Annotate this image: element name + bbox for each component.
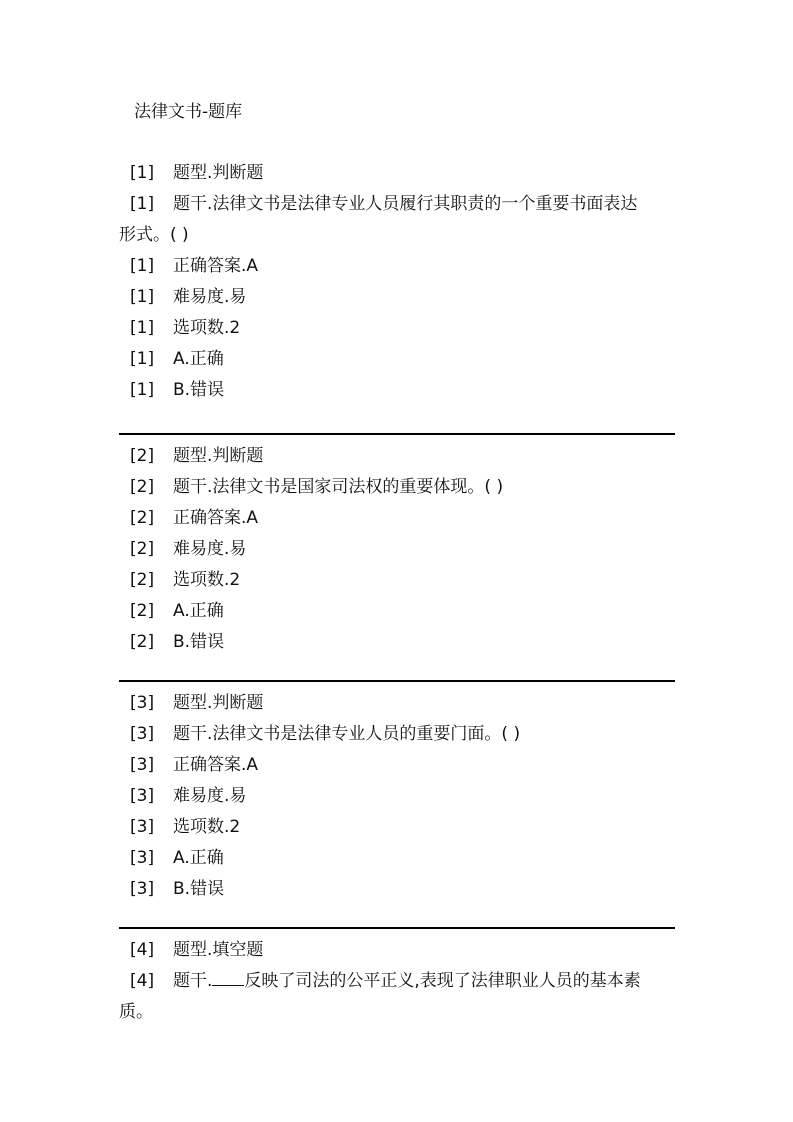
option-b: [2] B.错误: [119, 627, 675, 658]
question-number: [3]: [130, 817, 155, 837]
difficulty: [3] 难易度.易: [119, 781, 675, 812]
question-number: [2]: [130, 446, 155, 466]
option-b: [1] B.错误: [119, 375, 675, 406]
question-stem: [3] 题干.法律文书是法律专业人员的重要门面。( ): [119, 719, 675, 750]
question-number: [2]: [130, 570, 155, 590]
option-a: [3] A.正确: [119, 843, 675, 874]
option-count: [2] 选项数.2: [119, 565, 675, 596]
question-number: [3]: [130, 724, 155, 744]
question-number: [1]: [130, 287, 155, 307]
question-stem-continued: 形式。( ): [119, 225, 189, 245]
question-number: [4]: [130, 971, 155, 991]
question-number: [3]: [130, 786, 155, 806]
question-number: [2]: [130, 539, 155, 559]
question-3: [119, 680, 675, 905]
question-stem: [2] 题干.法律文书是国家司法权的重要体现。( ): [119, 472, 675, 503]
question-type: [2] 题型.判断题: [119, 441, 675, 472]
question-number: [1]: [130, 194, 155, 214]
option-b: [3] B.错误: [119, 874, 675, 905]
question-stem: [1] 题干.法律文书是法律专业人员履行其职责的一个重要书面表达: [119, 189, 675, 220]
question-type: [1] 题型.判断题: [119, 158, 675, 189]
question-number: [3]: [130, 879, 155, 899]
question-number: [3]: [130, 848, 155, 868]
question-4: [119, 927, 675, 1028]
question-number: [1]: [130, 318, 155, 338]
question-number: [1]: [130, 256, 155, 276]
option-a: [1] A.正确: [119, 344, 675, 375]
question-number: [2]: [130, 601, 155, 621]
question-number: [1]: [130, 349, 155, 369]
question-number: [2]: [130, 508, 155, 528]
question-type: [4] 题型.填空题: [119, 935, 675, 966]
fill-in-blank: [212, 967, 244, 986]
question-number: [1]: [130, 163, 155, 183]
question-stem-continued: 质。: [119, 1002, 153, 1022]
option-count: [1] 选项数.2: [119, 313, 675, 344]
question-number: [4]: [130, 940, 155, 960]
question-type: [3] 题型.判断题: [119, 688, 675, 719]
option-a: [2] A.正确: [119, 596, 675, 627]
correct-answer: [2] 正确答案.A: [119, 503, 675, 534]
question-2: [119, 433, 675, 658]
question-stem: [4] 题干. 反映了司法的公平正义,表现了法律职业人员的基本素: [119, 966, 675, 997]
correct-answer: [3] 正确答案.A: [119, 750, 675, 781]
question-number: [3]: [130, 755, 155, 775]
difficulty: [1] 难易度.易: [119, 282, 675, 313]
document-title: 法律文书-题库: [134, 102, 243, 122]
question-number: [1]: [130, 380, 155, 400]
question-number: [2]: [130, 477, 155, 497]
correct-answer: [1] 正确答案.A: [119, 251, 675, 282]
difficulty: [2] 难易度.易: [119, 534, 675, 565]
question-number: [2]: [130, 632, 155, 652]
question-1: [119, 158, 675, 406]
question-number: [3]: [130, 693, 155, 713]
option-count: [3] 选项数.2: [119, 812, 675, 843]
